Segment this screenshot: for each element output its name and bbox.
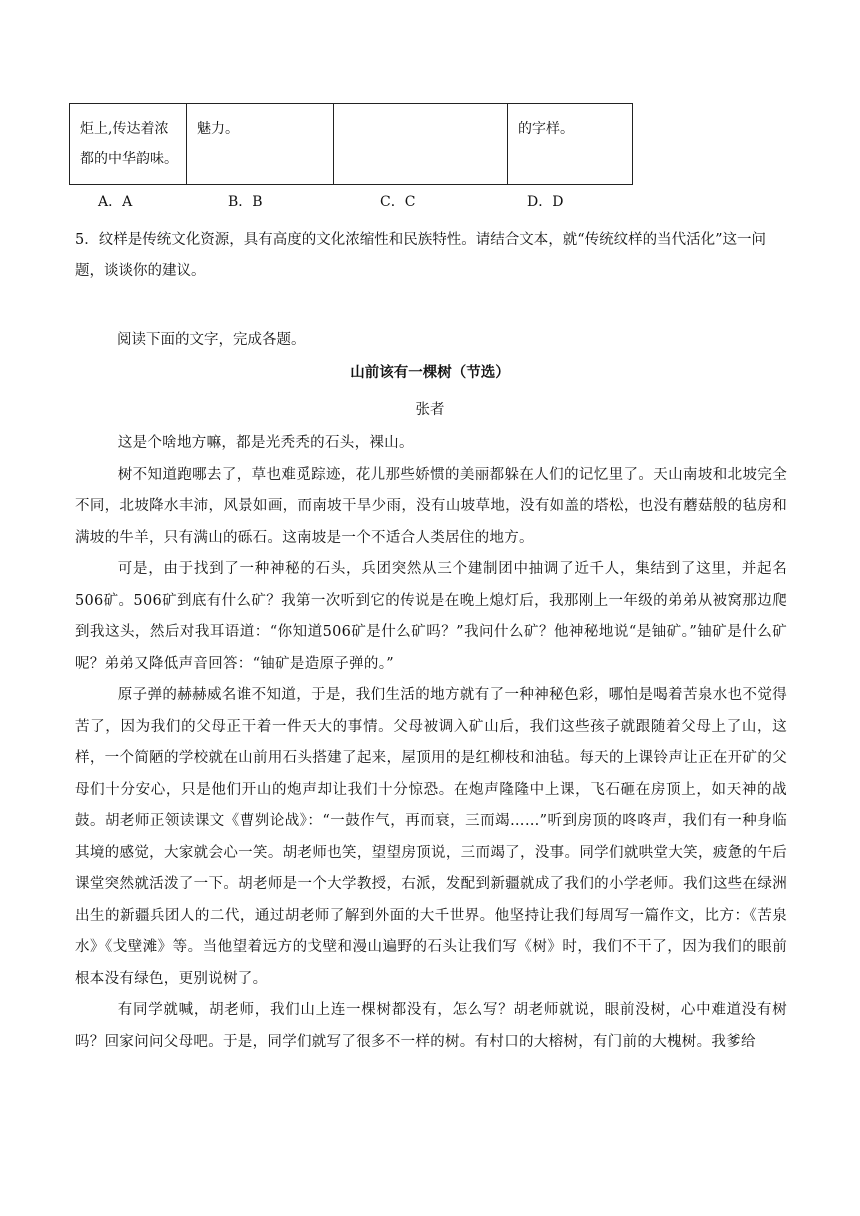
- option-b: B．B: [228, 194, 263, 210]
- question-5: 5．纹样是传统文化资源，具有高度的文化浓缩性和民族特性。请结合文本，就“传统纹样的当代活化”这一问题，谈谈你的建议。: [75, 232, 767, 279]
- option-c: C．C: [380, 194, 416, 210]
- table-cell-c: [334, 104, 508, 185]
- option-d: D．D: [527, 194, 564, 210]
- option-a: A．A: [98, 194, 133, 210]
- paragraph: 有同学就喊，胡老师，我们山上连一棵树都没有，怎么写？胡老师就说，眼前没树，心中难道没有树吗？回家问问父母吧。于是，同学们就写了很多不一样的树。有村口的大榕树，有门前的大槐树。我爹给: [75, 1002, 787, 1050]
- paragraph: 这是个啥地方嘛，都是光秃秃的石头，裸山。: [117, 435, 414, 451]
- table-cell-a: 炬上,传达着浓都的中华韵味。: [70, 104, 187, 185]
- paragraph: 原子弹的赫赫威名谁不知道，于是，我们生活的地方就有了一种神秘色彩，哪怕是喝着苦泉水也不觉得苦了，因为我们的父母正干着一件天大的事情。父母被调入矿山后，我们这些孩子就跟随着父母上了山，这样，一个简陋的学校就在山前用石头搭建了起来，屋顶用的是红柳枝和油毡。每天的上课铃声让正在开矿的父母们十分安心，只是他们开山的炮声却让我们十分惊恐。在炮声隆隆中上课，飞石砸在房顶上，如天神的战鼓。胡老师正领读课文《曹刿论战》：“一鼓作气，再而衰，三而竭……”听到房顶的咚咚声，我们有一种身临其境的感觉，大家就会心一笑。胡老师也笑，望望房顶说，三而竭了，没事。同学们就哄堂大笑，疲惫的午后课堂突然就活泼了一下。胡老师是一个大学教授，右派，发配到新疆就成了我们的小学老师。我们这些在绿洲出生的新疆兵团人的二代，通过胡老师了解到外面的大千世界。他坚持让我们每周写一篇作文，比方：《苦泉水》《戈壁滩》等。当他望着远方的戈壁和漫山遍野的石头让我们写《树》时，我们不干了，因为我们的眼前根本没有绿色，更别说树了。: [75, 687, 787, 987]
- table-cell-d: 的字样。: [508, 104, 633, 185]
- table-cell-b: 魅力。: [187, 104, 334, 185]
- paragraph: 树不知道跑哪去了，草也难觅踪迹，花儿那些娇惯的美丽都躲在人们的记忆里了。天山南坡和北坡完全不同，北坡降水丰沛，风景如画，而南坡干旱少雨，没有山坡草地，没有如盖的塔松，也没有蘑菇般的毡房和满坡的牛羊，只有满山的砾石。这南坡是一个不适合人类居住的地方。: [75, 466, 787, 546]
- answer-table-fragment: [69, 103, 633, 185]
- passage-title: 山前该有一棵树（节选）: [350, 364, 510, 381]
- reading-instruction: 阅读下面的文字，完成各题。: [117, 332, 306, 348]
- table-row: [70, 104, 633, 185]
- passage-author: 张者: [415, 402, 445, 418]
- passage-body: [75, 428, 787, 1058]
- paragraph: 可是，由于找到了一种神秘的石头，兵团突然从三个建制团中抽调了近千人，集结到了这里，并起名506矿。506矿到底有什么矿？我第一次听到它的传说是在晚上熄灯后，我那刚上一年级的弟弟从被窝那边爬到我这头，然后对我耳语道：“你知道506矿是什么矿吗？”我问什么矿？他神秘地说“是铀矿。”铀矿是什么矿呢？弟弟又降低声音回答：“铀矿是造原子弹的。”: [75, 561, 787, 672]
